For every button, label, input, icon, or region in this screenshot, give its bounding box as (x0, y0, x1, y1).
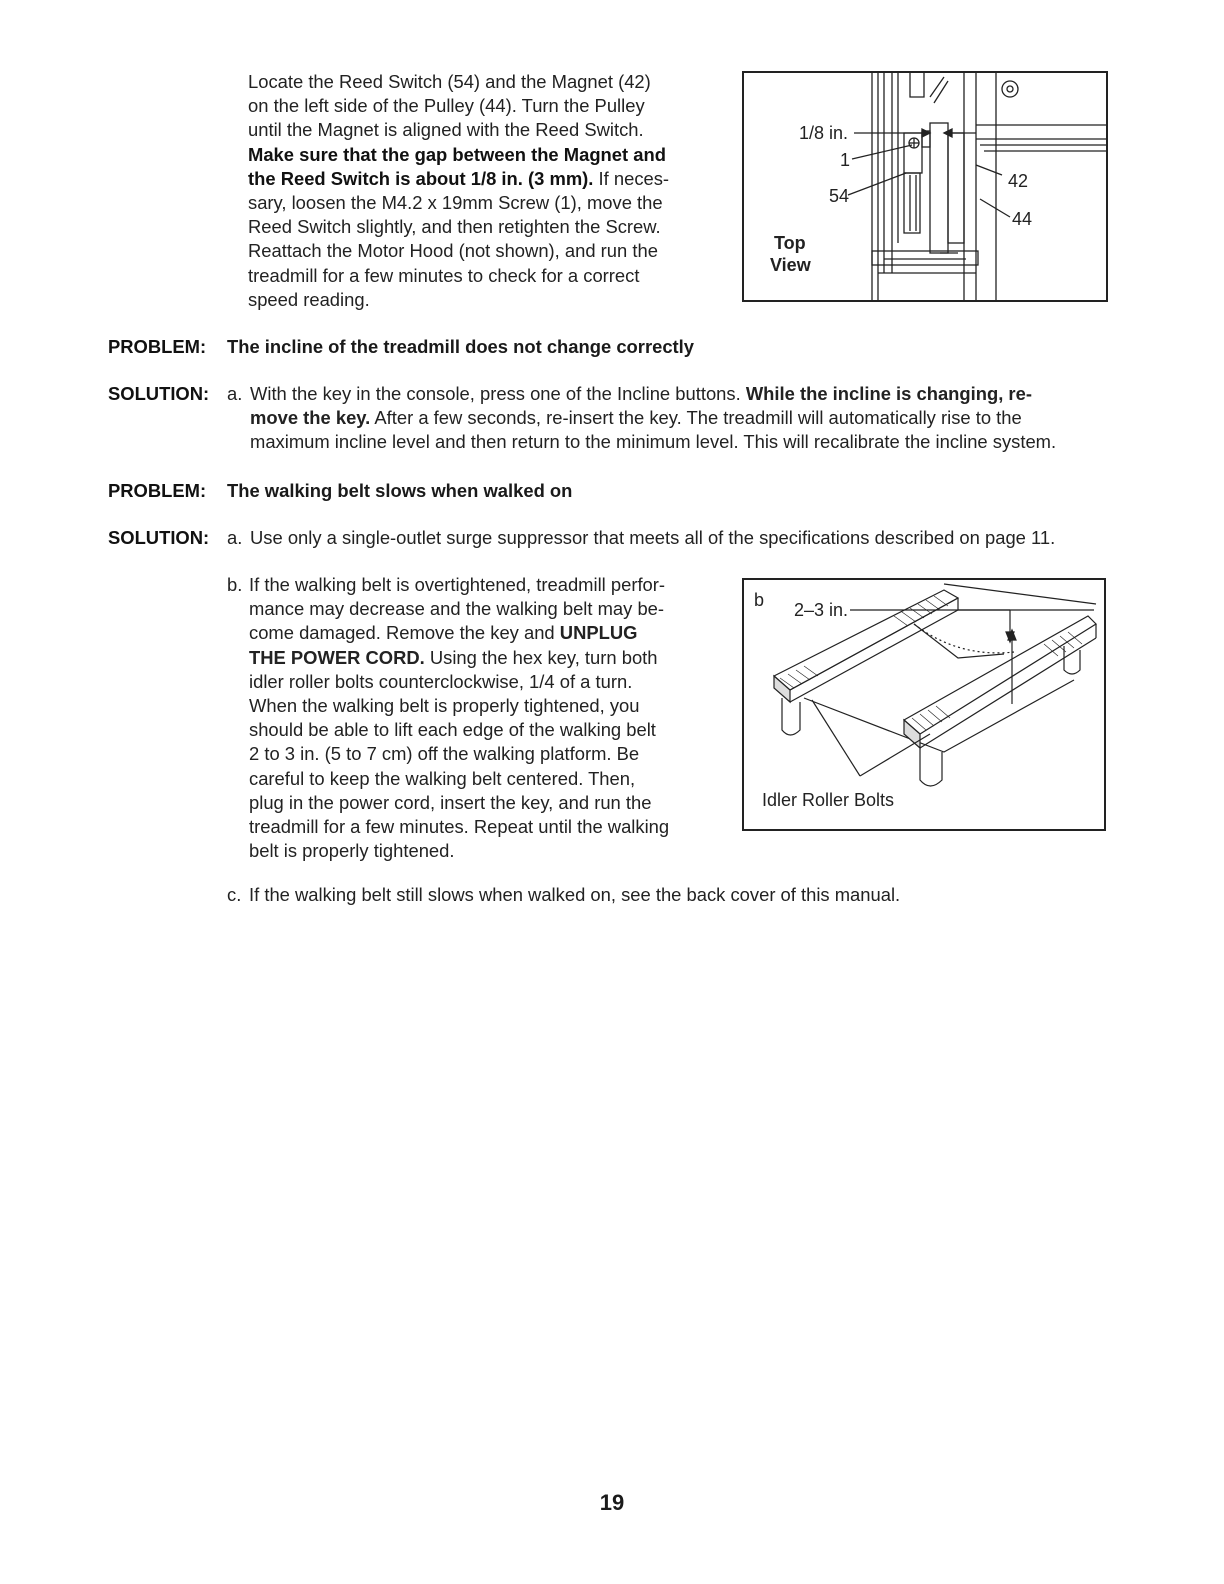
figure-letter: b (754, 590, 765, 610)
intro-line: Locate the Reed Switch (54) and the Magnet (42) (248, 71, 651, 92)
solution-text: Use only a single-outlet surge suppressor that meets all of the specifications described on page 11. (250, 527, 1056, 548)
reed-switch-part-number: 54 (829, 186, 850, 206)
solution-label: SOLUTION: (108, 383, 210, 404)
intro-line: Reed Switch slightly, and then retighten the Screw. (248, 216, 661, 238)
step-b-text: If the walking belt is overtightened, treadmill perfor- mance may decrease and the walking belt may be- come damaged. Remove the key and UNPLUG THE POWER CORD. Using the hex key, turn both idler roller bolts counterclockwise, 1/4 of a turn. When the walking belt is properly tightened, you should be able to lift each edge of the walking belt 2 to 3 in. (5 to 7 cm) off the walking platform. Be careful to keep the walking belt centered. Then, plug in the power cord, insert the key, and run the treadmill for a few minutes. Repeat until the walking belt is properly tightened. (249, 574, 670, 862)
step-b (227, 573, 717, 863)
problem-title: The incline of the treadmill does not change correctly (227, 336, 695, 357)
intro-line: Reattach the Motor Hood (not shown), and run the (248, 240, 658, 262)
intro-bold-line: the Reed Switch is about 1/8 in. (3 mm). If neces- (248, 167, 670, 189)
idler-roller-figure (742, 578, 1106, 831)
problem-title: The walking belt slows when walked on (227, 480, 573, 501)
problem-label: PROBLEM: (108, 336, 207, 357)
intro-line: sary, loosen the M4.2 x 19mm Screw (1), move the (248, 192, 663, 214)
step-c-text: If the walking belt still slows when walked on, see the back cover of this manual. (249, 884, 901, 905)
problem-belt-slows (108, 479, 572, 503)
view-label-view: View (770, 255, 811, 275)
step-c (227, 883, 1107, 909)
screw-part-number: 1 (840, 150, 851, 170)
problem-label: PROBLEM: (108, 480, 207, 501)
lift-height-label: 2–3 in. (794, 600, 849, 620)
solution-incline (108, 382, 1118, 457)
page-number: 19 (599, 1490, 625, 1515)
intro-line: until the Magnet is aligned with the Reed Switch. (248, 119, 644, 141)
solution-label: SOLUTION: (108, 527, 210, 548)
intro-line: on the left side of the Pulley (44). Turn the Pulley (248, 95, 645, 117)
intro-line: speed reading. (248, 288, 370, 310)
solution-belt-slows (108, 526, 1118, 552)
step-letter: c. (227, 884, 242, 905)
step-letter: a. (227, 527, 243, 548)
view-label-top: Top (774, 233, 806, 253)
step-letter: b. (227, 574, 243, 595)
magnet-part-number: 42 (1008, 171, 1029, 191)
intro-line: treadmill for a few minutes to check for a correct (248, 264, 640, 286)
problem-incline (108, 335, 694, 359)
intro-paragraph (248, 70, 718, 312)
gap-label: 1/8 in. (799, 123, 849, 143)
step-letter: a. (227, 383, 243, 404)
pulley-part-number: 44 (1012, 209, 1033, 229)
reed-switch-figure (742, 71, 1108, 302)
idler-roller-bolts-label: Idler Roller Bolts (762, 790, 895, 810)
solution-text: With the key in the console, press one of the Incline buttons. While the incline is changing, re- move the key. After a few seconds, re-insert the key. The treadmill will automatically rise to the maximum incline level and then return to the minimum level. This will recalibrate the incline system. (250, 383, 1057, 453)
intro-bold-line: Make sure that the gap between the Magnet and (248, 143, 666, 165)
